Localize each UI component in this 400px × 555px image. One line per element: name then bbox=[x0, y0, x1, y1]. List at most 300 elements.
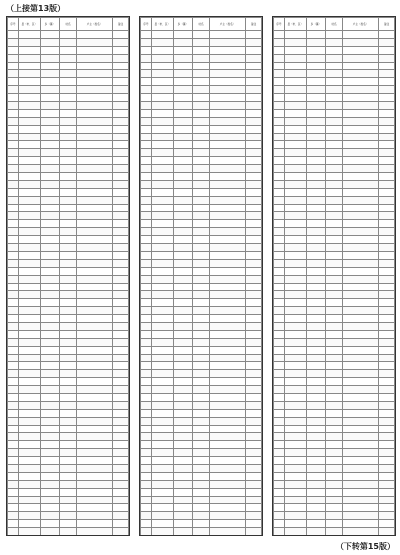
table-cell bbox=[151, 299, 173, 307]
table-cell bbox=[18, 31, 40, 39]
table-cell bbox=[379, 315, 395, 323]
table-cell bbox=[326, 386, 343, 394]
table-cell bbox=[113, 244, 129, 252]
table-cell bbox=[379, 267, 395, 275]
table-cell bbox=[342, 315, 378, 323]
table-row bbox=[8, 62, 129, 70]
table-cell bbox=[246, 496, 262, 504]
table-cell bbox=[246, 457, 262, 465]
table-row bbox=[8, 417, 129, 425]
table-row bbox=[8, 315, 129, 323]
table-cell bbox=[209, 251, 245, 259]
table-cell bbox=[40, 267, 59, 275]
table-cell bbox=[342, 149, 378, 157]
table-cell bbox=[60, 362, 77, 370]
table-cell bbox=[18, 117, 40, 125]
table-cell bbox=[141, 401, 152, 409]
table-cell bbox=[60, 54, 77, 62]
table-cell bbox=[306, 322, 325, 330]
table-cell bbox=[151, 370, 173, 378]
table-cell bbox=[193, 283, 210, 291]
table-cell bbox=[284, 378, 306, 386]
table-cell bbox=[40, 536, 59, 537]
table-cell bbox=[173, 283, 192, 291]
table-cell bbox=[173, 188, 192, 196]
table-row bbox=[141, 244, 262, 252]
table-cell bbox=[173, 109, 192, 117]
table-row bbox=[274, 378, 395, 386]
table-cell bbox=[113, 236, 129, 244]
table-cell bbox=[379, 212, 395, 220]
table-cell bbox=[379, 78, 395, 86]
table-cell bbox=[379, 38, 395, 46]
table-cell bbox=[326, 149, 343, 157]
table-row bbox=[8, 275, 129, 283]
table-cell bbox=[141, 330, 152, 338]
table-cell bbox=[151, 528, 173, 536]
column-header: 备注 bbox=[246, 18, 262, 31]
table-cell bbox=[246, 133, 262, 141]
table-cell bbox=[246, 291, 262, 299]
table-cell bbox=[141, 54, 152, 62]
table-cell bbox=[151, 362, 173, 370]
table-cell bbox=[274, 449, 285, 457]
table-cell bbox=[326, 244, 343, 252]
table-cell bbox=[326, 94, 343, 102]
table-cell bbox=[193, 536, 210, 537]
table-cell bbox=[60, 449, 77, 457]
table-cell bbox=[379, 528, 395, 536]
table-cell bbox=[209, 449, 245, 457]
table-row bbox=[274, 220, 395, 228]
table-cell bbox=[8, 267, 19, 275]
table-cell bbox=[306, 259, 325, 267]
table-cell bbox=[246, 417, 262, 425]
table-cell bbox=[76, 173, 112, 181]
table-cell bbox=[379, 425, 395, 433]
table-cell bbox=[8, 275, 19, 283]
table-cell bbox=[141, 70, 152, 78]
table-cell bbox=[209, 386, 245, 394]
table-cell bbox=[8, 173, 19, 181]
table-cell bbox=[8, 228, 19, 236]
table-row bbox=[8, 354, 129, 362]
table-cell bbox=[76, 228, 112, 236]
table-cell bbox=[60, 94, 77, 102]
table-cell bbox=[246, 370, 262, 378]
table-cell bbox=[151, 504, 173, 512]
table-cell bbox=[60, 480, 77, 488]
table-cell bbox=[284, 180, 306, 188]
table-cell bbox=[246, 520, 262, 528]
table-row bbox=[8, 338, 129, 346]
table-cell bbox=[18, 102, 40, 110]
table-cell bbox=[8, 496, 19, 504]
table-cell bbox=[246, 70, 262, 78]
table-cell bbox=[151, 283, 173, 291]
table-cell bbox=[306, 212, 325, 220]
list-panel-2 bbox=[139, 16, 263, 536]
table-cell bbox=[113, 70, 129, 78]
table-cell bbox=[60, 307, 77, 315]
table-row bbox=[141, 180, 262, 188]
table-cell bbox=[151, 401, 173, 409]
list-panel-3 bbox=[272, 16, 396, 536]
table-cell bbox=[193, 425, 210, 433]
table-cell bbox=[274, 307, 285, 315]
table-cell bbox=[113, 117, 129, 125]
table-cell bbox=[151, 102, 173, 110]
table-cell bbox=[60, 409, 77, 417]
table-cell bbox=[342, 488, 378, 496]
table-cell bbox=[18, 504, 40, 512]
table-cell bbox=[113, 109, 129, 117]
table-cell bbox=[18, 488, 40, 496]
table-cell bbox=[113, 157, 129, 165]
table-cell bbox=[76, 125, 112, 133]
table-cell bbox=[173, 299, 192, 307]
table-cell bbox=[40, 62, 59, 70]
table-cell bbox=[151, 464, 173, 472]
table-cell bbox=[8, 354, 19, 362]
table-cell bbox=[209, 78, 245, 86]
table-cell bbox=[76, 401, 112, 409]
table-cell bbox=[379, 362, 395, 370]
table-cell bbox=[141, 441, 152, 449]
table-cell bbox=[40, 409, 59, 417]
table-cell bbox=[326, 378, 343, 386]
table-cell bbox=[60, 504, 77, 512]
table-cell bbox=[173, 464, 192, 472]
table-cell bbox=[342, 31, 378, 39]
table-cell bbox=[193, 441, 210, 449]
table-cell bbox=[246, 449, 262, 457]
table-cell bbox=[209, 70, 245, 78]
table-cell bbox=[151, 496, 173, 504]
table-row bbox=[141, 236, 262, 244]
table-row bbox=[141, 441, 262, 449]
table-cell bbox=[8, 94, 19, 102]
table-row bbox=[274, 536, 395, 537]
table-row bbox=[274, 125, 395, 133]
table-cell bbox=[193, 125, 210, 133]
table-cell bbox=[76, 425, 112, 433]
table-cell bbox=[141, 86, 152, 94]
table-cell bbox=[342, 425, 378, 433]
table-cell bbox=[246, 472, 262, 480]
table-cell bbox=[40, 244, 59, 252]
table-cell bbox=[306, 393, 325, 401]
table-cell bbox=[60, 393, 77, 401]
table-cell bbox=[274, 354, 285, 362]
table-row bbox=[141, 228, 262, 236]
table-row bbox=[8, 133, 129, 141]
table-cell bbox=[151, 117, 173, 125]
table-cell bbox=[274, 346, 285, 354]
table-cell bbox=[40, 196, 59, 204]
table-cell bbox=[113, 141, 129, 149]
table-cell bbox=[246, 386, 262, 394]
table-cell bbox=[18, 149, 40, 157]
table-row bbox=[141, 157, 262, 165]
table-cell bbox=[40, 102, 59, 110]
table-cell bbox=[246, 196, 262, 204]
table-cell bbox=[193, 488, 210, 496]
table-cell bbox=[60, 173, 77, 181]
table-cell bbox=[60, 109, 77, 117]
table-cell bbox=[40, 362, 59, 370]
table-cell bbox=[8, 393, 19, 401]
table-cell bbox=[193, 401, 210, 409]
table-cell bbox=[151, 220, 173, 228]
table-cell bbox=[342, 370, 378, 378]
table-row bbox=[141, 173, 262, 181]
table-cell bbox=[193, 267, 210, 275]
table-cell bbox=[342, 251, 378, 259]
table-cell bbox=[76, 315, 112, 323]
table-cell bbox=[151, 165, 173, 173]
table-cell bbox=[274, 441, 285, 449]
table-cell bbox=[246, 149, 262, 157]
table-cell bbox=[40, 133, 59, 141]
table-cell bbox=[60, 259, 77, 267]
table-cell bbox=[274, 378, 285, 386]
table-cell bbox=[8, 70, 19, 78]
table-cell bbox=[342, 322, 378, 330]
table-cell bbox=[306, 133, 325, 141]
table-cell bbox=[173, 433, 192, 441]
table-cell bbox=[60, 386, 77, 394]
table-cell bbox=[60, 78, 77, 86]
table-cell bbox=[141, 488, 152, 496]
table-row bbox=[8, 188, 129, 196]
table-cell bbox=[246, 31, 262, 39]
table-cell bbox=[76, 378, 112, 386]
table-cell bbox=[76, 244, 112, 252]
table-cell bbox=[60, 283, 77, 291]
table-cell bbox=[379, 117, 395, 125]
table-cell bbox=[141, 220, 152, 228]
table-cell bbox=[326, 362, 343, 370]
table-cell bbox=[306, 157, 325, 165]
table-cell bbox=[173, 401, 192, 409]
table-cell bbox=[60, 457, 77, 465]
table-cell bbox=[60, 536, 77, 537]
table-cell bbox=[306, 149, 325, 157]
table-cell bbox=[306, 267, 325, 275]
table-cell bbox=[18, 425, 40, 433]
table-cell bbox=[60, 488, 77, 496]
table-cell bbox=[173, 393, 192, 401]
table-row bbox=[274, 259, 395, 267]
table-cell bbox=[76, 512, 112, 520]
table-cell bbox=[284, 291, 306, 299]
table-cell bbox=[76, 441, 112, 449]
table-cell bbox=[60, 102, 77, 110]
table-cell bbox=[209, 299, 245, 307]
table-cell bbox=[379, 165, 395, 173]
table-cell bbox=[193, 417, 210, 425]
table-cell bbox=[8, 307, 19, 315]
table-cell bbox=[60, 86, 77, 94]
table-cell bbox=[379, 259, 395, 267]
table-cell bbox=[40, 496, 59, 504]
table-cell bbox=[151, 149, 173, 157]
table-row bbox=[141, 38, 262, 46]
table-cell bbox=[60, 196, 77, 204]
table-cell bbox=[306, 165, 325, 173]
table-cell bbox=[8, 512, 19, 520]
table-cell bbox=[113, 322, 129, 330]
table-cell bbox=[151, 46, 173, 54]
table-row bbox=[141, 425, 262, 433]
table-row bbox=[274, 504, 395, 512]
table-cell bbox=[342, 267, 378, 275]
table-cell bbox=[326, 102, 343, 110]
table-cell bbox=[8, 109, 19, 117]
table-cell bbox=[193, 504, 210, 512]
table-cell bbox=[284, 70, 306, 78]
table-cell bbox=[209, 370, 245, 378]
table-cell bbox=[284, 393, 306, 401]
table-cell bbox=[193, 338, 210, 346]
table-cell bbox=[173, 504, 192, 512]
table-cell bbox=[173, 480, 192, 488]
table-cell bbox=[151, 141, 173, 149]
table-row bbox=[141, 338, 262, 346]
table-cell bbox=[306, 251, 325, 259]
table-cell bbox=[151, 244, 173, 252]
table-cell bbox=[274, 133, 285, 141]
table-row bbox=[8, 244, 129, 252]
table-row bbox=[8, 204, 129, 212]
table-cell bbox=[141, 244, 152, 252]
table-cell bbox=[113, 228, 129, 236]
table-cell bbox=[209, 46, 245, 54]
table-cell bbox=[113, 346, 129, 354]
table-row bbox=[141, 496, 262, 504]
table-row bbox=[8, 393, 129, 401]
table-cell bbox=[151, 457, 173, 465]
table-cell bbox=[274, 472, 285, 480]
table-cell bbox=[306, 480, 325, 488]
table-cell bbox=[246, 267, 262, 275]
table-cell bbox=[284, 62, 306, 70]
table-row bbox=[141, 149, 262, 157]
table-cell bbox=[18, 386, 40, 394]
table-cell bbox=[284, 354, 306, 362]
table-cell bbox=[40, 386, 59, 394]
column-header: 户主（姓名） bbox=[209, 18, 245, 31]
table-row bbox=[274, 46, 395, 54]
table-cell bbox=[173, 307, 192, 315]
table-cell bbox=[209, 464, 245, 472]
table-cell bbox=[246, 251, 262, 259]
table-cell bbox=[76, 449, 112, 457]
table-cell bbox=[113, 78, 129, 86]
table-cell bbox=[76, 78, 112, 86]
table-cell bbox=[342, 220, 378, 228]
table-cell bbox=[284, 259, 306, 267]
table-cell bbox=[326, 157, 343, 165]
table-cell bbox=[151, 212, 173, 220]
table-cell bbox=[193, 157, 210, 165]
table-cell bbox=[18, 433, 40, 441]
table-cell bbox=[306, 180, 325, 188]
table-cell bbox=[113, 212, 129, 220]
table-cell bbox=[193, 165, 210, 173]
table-cell bbox=[173, 70, 192, 78]
table-cell bbox=[342, 46, 378, 54]
table-cell bbox=[173, 78, 192, 86]
table-row bbox=[274, 188, 395, 196]
table-cell bbox=[18, 346, 40, 354]
table-cell bbox=[379, 330, 395, 338]
table-cell bbox=[76, 180, 112, 188]
table-cell bbox=[246, 102, 262, 110]
table-cell bbox=[326, 212, 343, 220]
table-cell bbox=[113, 528, 129, 536]
table-row bbox=[141, 125, 262, 133]
table-cell bbox=[113, 488, 129, 496]
table-row bbox=[8, 228, 129, 236]
table-cell bbox=[141, 236, 152, 244]
table-cell bbox=[326, 236, 343, 244]
table-cell bbox=[113, 31, 129, 39]
table-row bbox=[274, 457, 395, 465]
table-cell bbox=[209, 393, 245, 401]
table-cell bbox=[151, 512, 173, 520]
table-cell bbox=[8, 386, 19, 394]
table-cell bbox=[8, 370, 19, 378]
table-cell bbox=[209, 528, 245, 536]
table-cell bbox=[274, 125, 285, 133]
column-header: 户主（姓名） bbox=[76, 18, 112, 31]
table-cell bbox=[151, 38, 173, 46]
table-cell bbox=[209, 322, 245, 330]
table-cell bbox=[173, 354, 192, 362]
table-cell bbox=[173, 346, 192, 354]
table-cell bbox=[8, 141, 19, 149]
table-cell bbox=[209, 362, 245, 370]
table-cell bbox=[76, 117, 112, 125]
table-cell bbox=[141, 409, 152, 417]
table-cell bbox=[151, 204, 173, 212]
table-cell bbox=[284, 267, 306, 275]
table-row bbox=[8, 70, 129, 78]
table-cell bbox=[209, 433, 245, 441]
table-cell bbox=[151, 259, 173, 267]
table-cell bbox=[326, 441, 343, 449]
table-cell bbox=[173, 457, 192, 465]
table-cell bbox=[151, 480, 173, 488]
table-cell bbox=[326, 86, 343, 94]
table-cell bbox=[113, 38, 129, 46]
table-cell bbox=[284, 346, 306, 354]
table-cell bbox=[209, 149, 245, 157]
table-cell bbox=[209, 86, 245, 94]
table-cell bbox=[113, 401, 129, 409]
table-cell bbox=[60, 291, 77, 299]
table-cell bbox=[18, 496, 40, 504]
table-row bbox=[8, 141, 129, 149]
table-cell bbox=[246, 425, 262, 433]
table-cell bbox=[209, 117, 245, 125]
table-cell bbox=[306, 196, 325, 204]
table-cell bbox=[379, 133, 395, 141]
table-row bbox=[141, 536, 262, 537]
table-cell bbox=[40, 338, 59, 346]
